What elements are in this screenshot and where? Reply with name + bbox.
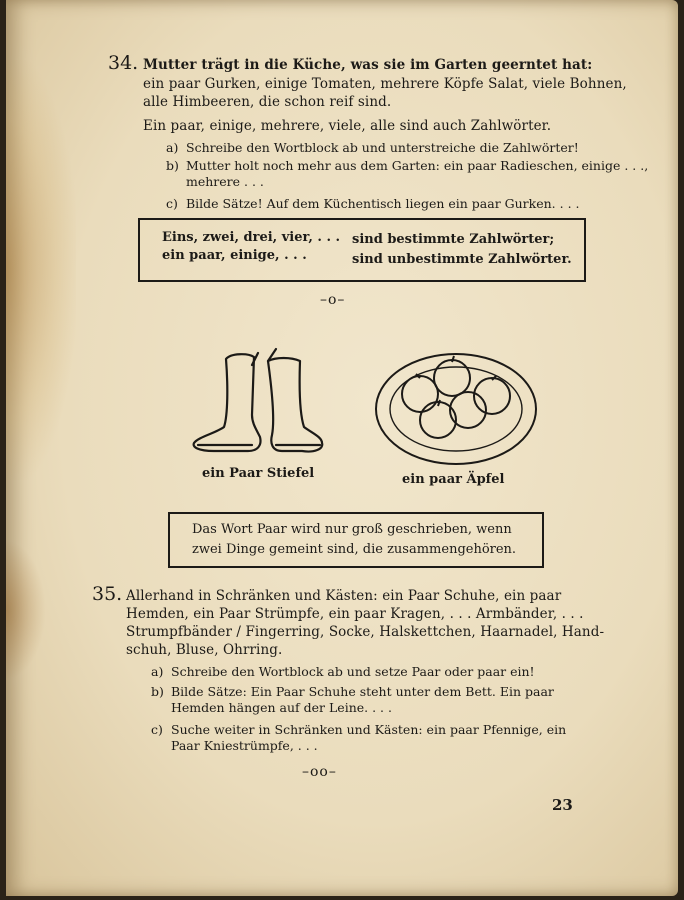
task-34b: b) Mutter holt noch mehr aus dem Garten: ein paar Radieschen, einige . . ., bbox=[166, 158, 649, 173]
task-35b: b) Bilde Sätze: Ein Paar Schuhe steht unter dem Bett. Ein paar bbox=[151, 684, 554, 699]
boots-caption: ein Paar Stiefel bbox=[202, 466, 315, 481]
separator: –o– bbox=[320, 292, 346, 308]
task-34c: c) Bilde Sätze! Auf dem Küchentisch liegen ein paar Gurken. . . . bbox=[166, 196, 580, 211]
task-35a: a) Schreibe den Wortblock ab und setze Paar oder paar ein! bbox=[151, 664, 535, 679]
exercise-34-number: 34. bbox=[108, 52, 139, 74]
task-34a: a) Schreibe den Wortblock ab und unterstreiche die Zahlwörter! bbox=[166, 140, 579, 155]
exercise-35-heading: Allerhand in Schränken und Kästen: ein Paar Schuhe, ein paar bbox=[126, 588, 562, 604]
apples-caption: ein paar Äpfel bbox=[402, 472, 505, 487]
page-number: 23 bbox=[552, 796, 573, 814]
exercise-35-number: 35. bbox=[92, 583, 123, 605]
exercise-35-line: Hemden, ein Paar Strümpfe, ein paar Kragen, . . . Armbänder, . . . bbox=[126, 606, 584, 622]
book-page bbox=[6, 0, 678, 896]
exercise-35-line: schuh, Bluse, Ohrring. bbox=[126, 642, 283, 658]
rule-box-left-2: ein paar, einige, . . . bbox=[162, 248, 307, 263]
task-35b-cont: Hemden hängen auf der Leine. . . . bbox=[171, 700, 392, 715]
exercise-34-line: alle Himbeeren, die schon reif sind. bbox=[143, 94, 392, 110]
exercise-34-intro: Ein paar, einige, mehrere, viele, alle sind auch Zahlwörter. bbox=[143, 118, 552, 134]
water-stain bbox=[6, 60, 76, 480]
exercise-35-line: Strumpfbänder / Fingerring, Socke, Halskettchen, Haarnadel, Hand- bbox=[126, 624, 605, 640]
task-35c-cont: Paar Kniestrümpfe, . . . bbox=[171, 738, 318, 753]
rule-box-right-1: sind bestimmte Zahlwörter; bbox=[352, 232, 555, 247]
task-34b-cont: mehrere . . . bbox=[186, 174, 264, 189]
rule-box2-line-2: zwei Dinge gemeint sind, die zusammengehören. bbox=[192, 542, 517, 557]
exercise-34-line: ein paar Gurken, einige Tomaten, mehrere Köpfe Salat, viele Bohnen, bbox=[143, 76, 627, 92]
rule-box-right-2: sind unbestimmte Zahlwörter. bbox=[352, 252, 572, 267]
exercise-34-heading: Mutter trägt in die Küche, was sie im Garten geerntet hat: bbox=[143, 57, 593, 73]
rule-box2-line-1: Das Wort Paar wird nur groß geschrieben, wenn bbox=[192, 522, 512, 537]
rule-box-left-1: Eins, zwei, drei, vier, . . . bbox=[162, 230, 341, 245]
apples-on-plate-illustration bbox=[372, 350, 540, 468]
water-stain-lower bbox=[6, 540, 46, 680]
task-35c: c) Suche weiter in Schränken und Kästen: ein paar Pfennige, ein bbox=[151, 722, 567, 737]
rule-box-paar bbox=[168, 512, 544, 568]
boots-illustration bbox=[186, 345, 326, 460]
separator: –oo– bbox=[302, 764, 337, 780]
